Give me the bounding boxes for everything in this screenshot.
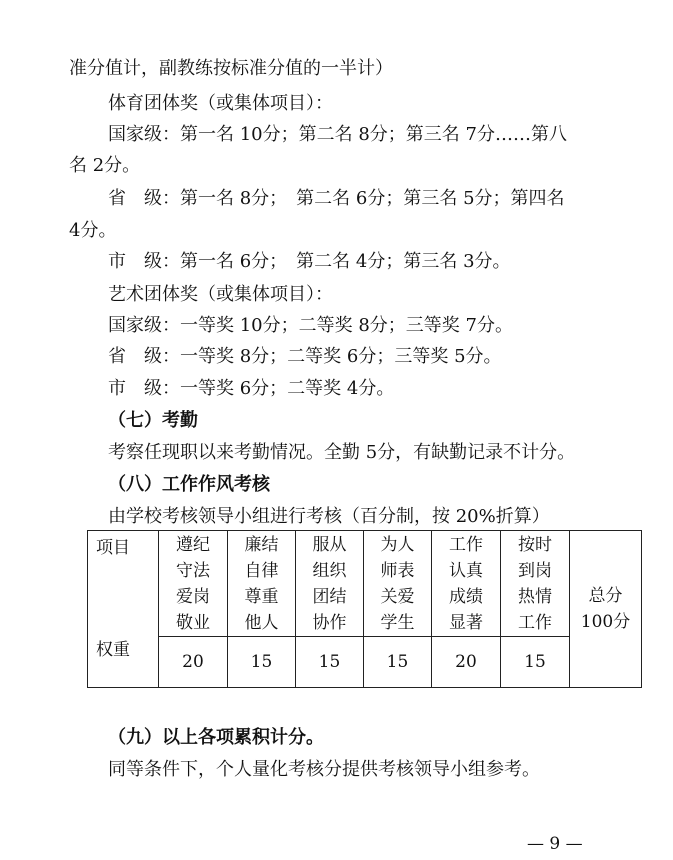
paragraph-line: 名 2分。 (69, 155, 141, 176)
weight-label: 权重 (96, 640, 130, 660)
paragraph-line: 省 级：第一名 8分； 第二名 6分；第三名 5分；第四名 (108, 188, 565, 209)
paragraph-line: 同等条件下，个人量化考核分提供考核领导小组参考。 (108, 759, 540, 780)
paragraph-line: 市 级：第一名 6分； 第二名 4分；第三名 3分。 (108, 251, 511, 272)
weight-value: 15 (501, 637, 570, 688)
paragraph-line: 考察任现职以来考勤情况。全勤 5分，有缺勤记录不计分。 (108, 442, 576, 463)
paragraph-line: 由学校考核领导小组进行考核（百分制，按 20%折算） (108, 506, 550, 527)
paragraph-line: 国家级：一等奖 10分；二等奖 8分；三等奖 7分。 (108, 315, 513, 336)
paragraph-line: 艺术团体奖（或集体项目）： (108, 284, 333, 305)
weight-value: 20 (432, 637, 501, 688)
weight-value: 15 (228, 637, 296, 688)
paragraph-line: 4分。 (69, 220, 117, 241)
weight-value: 15 (296, 637, 364, 688)
total-score-cell: 总分 100分 (570, 531, 642, 688)
paragraph-line: 省 级：一等奖 8分；二等奖 6分；三等奖 5分。 (108, 346, 502, 367)
paragraph-line: 国家级：第一名 10分；第二名 8分；第三名 7分……第八 (108, 124, 567, 145)
paragraph-line: 市 级：一等奖 6分；二等奖 4分。 (108, 378, 395, 399)
weight-value: 20 (159, 637, 228, 688)
section-heading: （七）考勤 (108, 410, 198, 431)
section-heading: （八）工作作风考核 (108, 474, 270, 495)
paragraph-line: 准分值计，副教练按标准分值的一半计） (69, 58, 393, 79)
column-header: 为人 师表 关爱 学生 (364, 531, 432, 637)
paragraph-line: 体育团体奖（或集体项目）： (108, 93, 333, 114)
column-header: 按时 到岗 热情 工作 (501, 531, 570, 637)
section-heading: （九）以上各项累积计分。 (108, 727, 324, 748)
column-header: 工作 认真 成绩 显著 (432, 531, 501, 637)
column-header: 服从 组织 团结 协作 (296, 531, 364, 637)
weight-value: 15 (364, 637, 432, 688)
item-label: 项目 (96, 538, 130, 558)
column-header: 廉结 自律 尊重 他人 (228, 531, 296, 637)
column-header: 遵纪 守法 爱岗 敬业 (159, 531, 228, 637)
evaluation-table (87, 530, 642, 688)
item-weight-header-cell (88, 531, 159, 688)
page-number: — 9 — (527, 834, 583, 854)
